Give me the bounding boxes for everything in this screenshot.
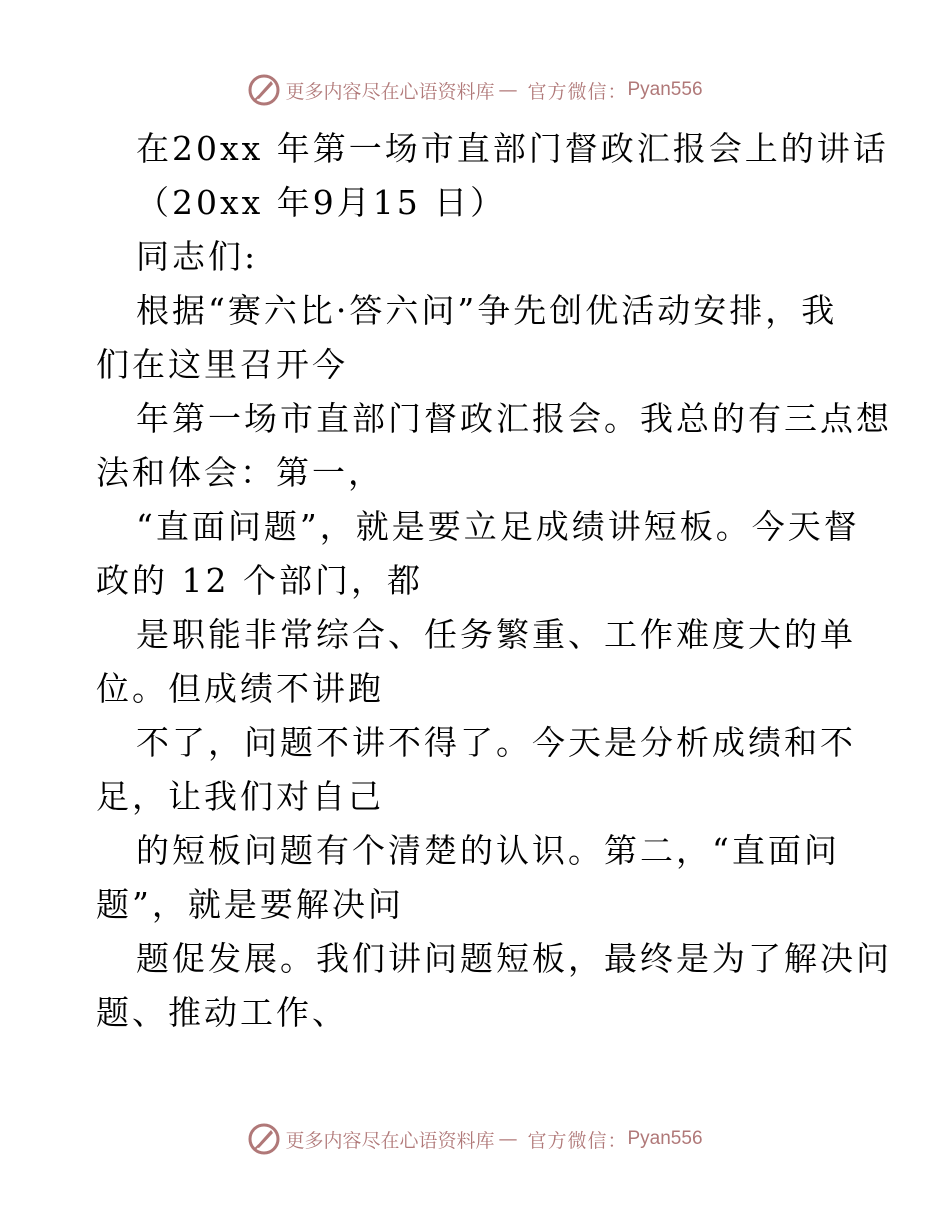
footer-watermark (0, 1119, 950, 1159)
body-line: 年第一场市直部门督政汇报会。我总的有三点想 (136, 399, 892, 438)
watermark-wechat-label: 官方微信： (527, 1129, 628, 1152)
watermark-wechat-label: 官方微信： (527, 80, 628, 103)
document-body (96, 122, 892, 1040)
watermark-separator: — (498, 1128, 518, 1150)
body-line: 是职能非常综合、任务繁重、工作难度大的单 (136, 615, 856, 654)
quill-logo-icon (247, 73, 281, 107)
watermark-separator: — (498, 79, 518, 101)
body-line: 位。但成绩不讲跑 (96, 669, 384, 708)
body-line: 足，让我们对自己 (96, 777, 384, 816)
body-line: “直面问题”，就是要立足成绩讲短板。今天督 (136, 507, 860, 546)
body-line: 题、推动工作、 (96, 993, 348, 1032)
watermark-brand-text: 更多内容尽在心语资料库 (285, 80, 495, 103)
body-line: 法和体会：第一， (96, 453, 384, 492)
body-line: 的短板问题有个清楚的认识。第二，“直面问 (136, 831, 840, 870)
header-watermark (0, 70, 950, 110)
quill-logo-icon (247, 1122, 281, 1156)
watermark-wechat-id: Pyan556 (627, 1128, 703, 1149)
document-title: 在20xx 年第一场市直部门督政汇报会上的讲话 (136, 129, 889, 168)
body-line: 题促发展。我们讲问题短板，最终是为了解决问 (136, 939, 892, 978)
body-line: 题”，就是要解决问 (96, 885, 404, 924)
body-line: 不了，问题不讲不得了。今天是分析成绩和不 (136, 723, 856, 762)
document-date: （20xx 年9月15 日） (136, 183, 507, 222)
watermark-wechat-id: Pyan556 (627, 79, 703, 100)
salutation: 同志们: (136, 237, 259, 276)
watermark-brand-text: 更多内容尽在心语资料库 (285, 1129, 495, 1152)
body-line: 根据“赛六比·答六问”争先创优活动安排，我 (136, 291, 838, 330)
body-line: 们在这里召开今 (96, 345, 348, 384)
body-line: 政的 12 个部门，都 (96, 561, 423, 600)
